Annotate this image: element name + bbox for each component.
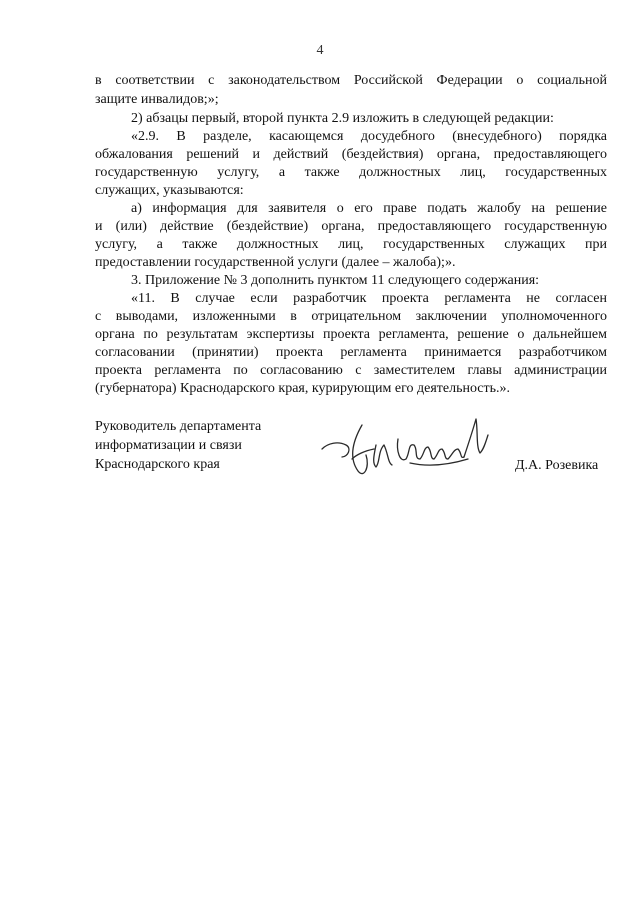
body-line: 2) абзацы первый, второй пункта 2.9 изложить в следующей редакции: — [131, 111, 554, 126]
body-line: обжалования решений и действий (бездействия) органа, предоставляющего — [95, 147, 607, 162]
body-line: согласовании (принятии) проекта регламента принимается разработчиком — [95, 345, 607, 360]
body-line: с выводами, изложенными в отрицательном заключении уполномоченного — [95, 309, 607, 324]
signer-position-line: информатизации и связи — [95, 438, 242, 453]
body-line: проекта регламента по согласованию с заместителем главы администрации — [95, 363, 607, 378]
body-line: органа по результатам экспертизы проекта регламента, решение о дальнейшем — [95, 327, 607, 342]
signer-position-line: Руководитель департамента — [95, 419, 262, 434]
body-line: государственную услугу, а также должностных лиц, государственных — [95, 165, 607, 180]
handwritten-signature — [318, 405, 490, 487]
page-number: 4 — [316, 43, 324, 58]
body-line: служащих, указываются: — [95, 183, 244, 198]
body-line: (губернатора) Краснодарского края, курирующим его деятельность.». — [95, 381, 511, 396]
body-line: «2.9. В разделе, касающемся досудебного (внесудебного) порядка — [131, 129, 607, 144]
body-line: и (или) действие (бездействие) органа, предоставляющего государственную — [95, 219, 607, 234]
body-line: 3. Приложение № 3 дополнить пунктом 11 следующего содержания: — [131, 273, 540, 288]
body-line: услугу, а также должностных лиц, государственных служащих при — [95, 237, 607, 252]
body-line: «11. В случае если разработчик проекта регламента не согласен — [131, 291, 607, 306]
body-line: а) информация для заявителя о его праве подать жалобу на решение — [131, 201, 607, 216]
signer-position-line: Краснодарского края — [95, 457, 220, 472]
signer-name: Д.А. Розевика — [515, 458, 599, 473]
body-line: в соответствии с законодательством Российской Федерации о социальной — [95, 73, 607, 88]
body-line: защите инвалидов;»; — [95, 92, 219, 107]
body-line: предоставлении государственной услуги (далее – жалоба);». — [95, 255, 456, 270]
